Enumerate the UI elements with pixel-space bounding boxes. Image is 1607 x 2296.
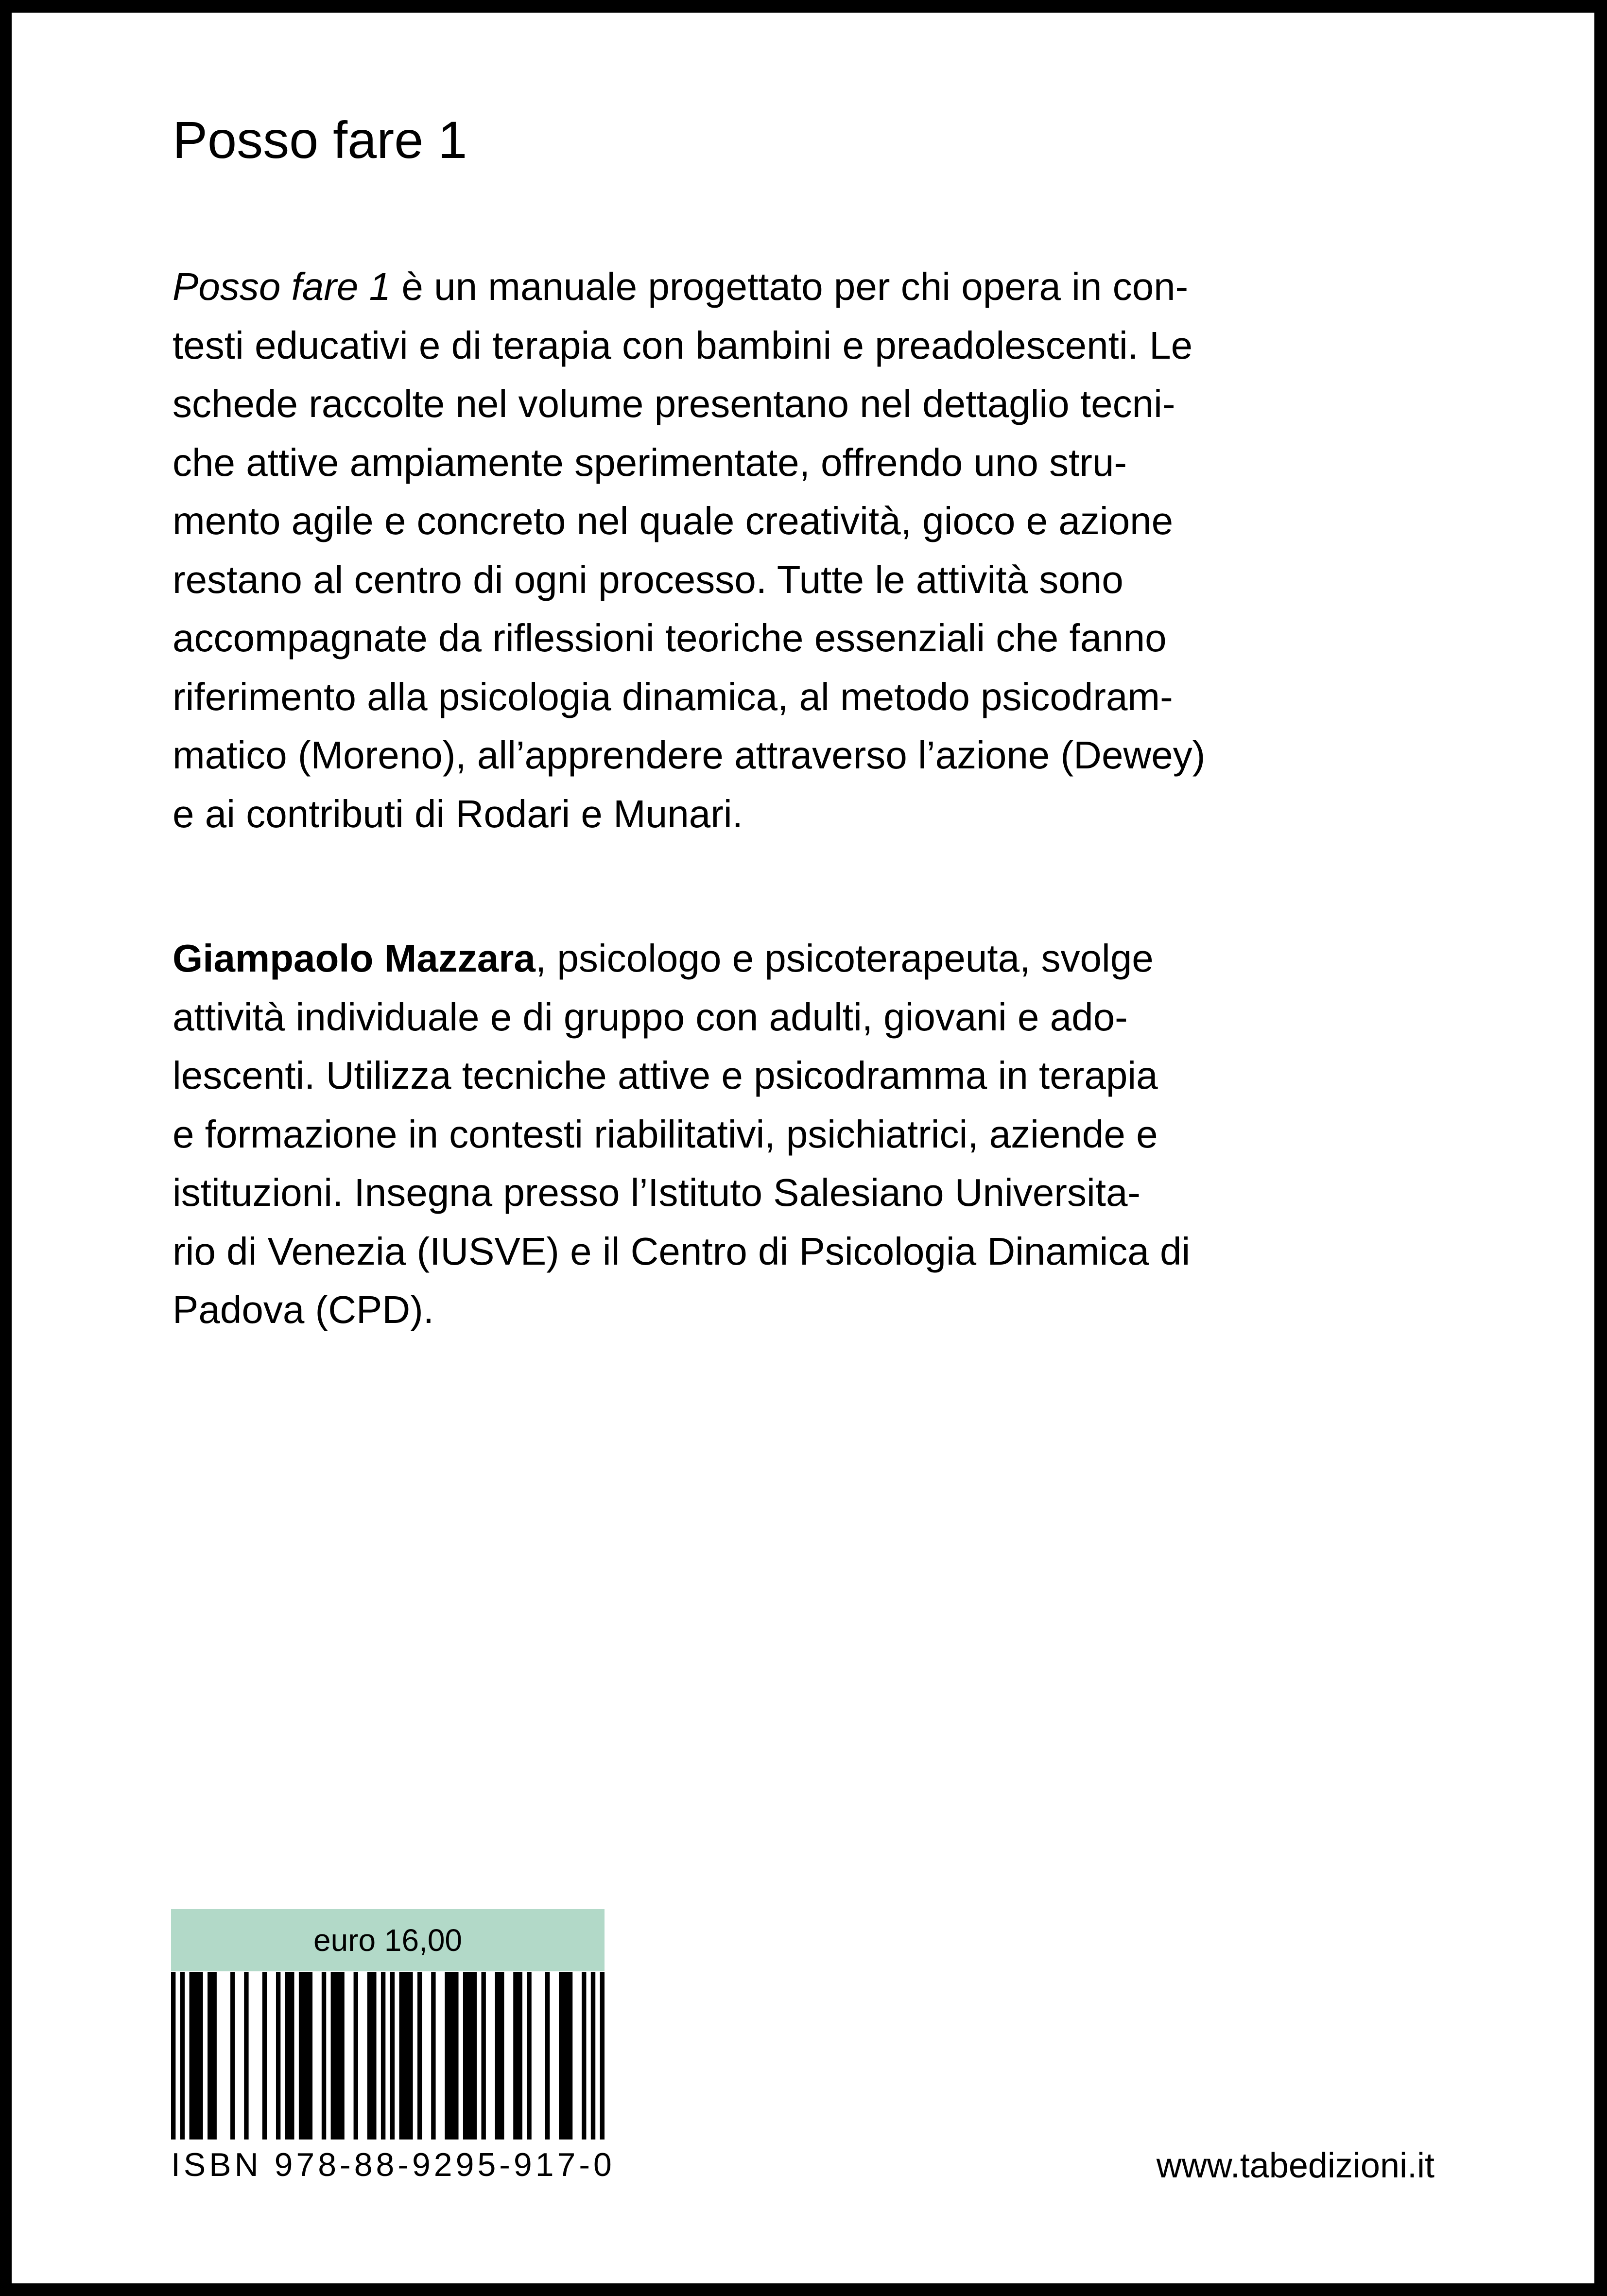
isbn-barcode <box>171 1972 605 2139</box>
author-bio <box>173 929 1190 1339</box>
description-line: riferimento alla psicologia dinamica, al metodo psicodram- <box>173 675 1173 718</box>
price-label: euro 16,00 <box>171 1909 605 1971</box>
barcode-bar <box>354 1972 358 2139</box>
description-line <box>173 258 1205 316</box>
bio-line: rio di Venezia (IUSVE) e il Centro di Psicologia Dinamica di <box>173 1229 1191 1273</box>
description-line: che attive ampiamente sperimentate, offrendo uno stru- <box>173 440 1127 484</box>
bio-line: istituzioni. Insegna presso l’Istituto Salesiano Universita- <box>173 1171 1141 1214</box>
description-line: restano al centro di ogni processo. Tutte le attività sono <box>173 557 1123 601</box>
barcode-bar <box>445 1972 458 2139</box>
bio-line: e formazione in contesti riabilitativi, psichiatrici, aziende e <box>173 1112 1158 1156</box>
barcode-bar <box>481 1972 485 2139</box>
barcode-bar <box>367 1972 377 2139</box>
barcode-bar <box>591 1972 595 2139</box>
bio-line: lescenti. Utilizza tecniche attive e psicodramma in terapia <box>173 1054 1158 1097</box>
barcode-bar <box>381 1972 385 2139</box>
description-line: matico (Moreno), all’apprendere attraverso l’azione (Dewey) <box>173 733 1206 777</box>
isbn-number: ISBN 978-88-9295-917-0 <box>171 2146 615 2183</box>
barcode-bar <box>180 1972 185 2139</box>
barcode-bar <box>527 1972 531 2139</box>
barcode-bar <box>600 1972 605 2139</box>
barcode-bar <box>299 1972 312 2139</box>
barcode-bar <box>463 1972 477 2139</box>
barcode-bar <box>545 1972 550 2139</box>
book-title: Posso fare 1 <box>173 110 467 169</box>
description-line: mento agile e concreto nel quale creatività, gioco e azione <box>173 499 1174 542</box>
book-description <box>173 258 1205 843</box>
description-italic-title: Posso fare 1 <box>173 265 391 308</box>
description-line: e ai contributi di Rodari e Munari. <box>173 792 743 835</box>
barcode-bar <box>559 1972 572 2139</box>
barcode-bar <box>390 1972 395 2139</box>
barcode-bar <box>244 1972 248 2139</box>
barcode-bar <box>331 1972 345 2139</box>
barcode-bar <box>171 1972 175 2139</box>
description-line: testi educativi e di terapia con bambini e preadolescenti. Le <box>173 323 1193 367</box>
barcode-bar <box>582 1972 586 2139</box>
barcode-bar <box>190 1972 203 2139</box>
barcode-bar <box>262 1972 267 2139</box>
barcode-bar <box>207 1972 217 2139</box>
barcode-bar <box>276 1972 280 2139</box>
barcode-bar <box>417 1972 422 2139</box>
author-name: Giampaolo Mazzara <box>173 937 536 980</box>
barcode-bar <box>285 1972 294 2139</box>
barcode-bar <box>230 1972 235 2139</box>
bio-line <box>173 929 1190 988</box>
description-line: schede raccolte nel volume presentano nel dettaglio tecni- <box>173 382 1175 425</box>
bio-line: Padova (CPD). <box>173 1288 434 1331</box>
description-text: è un manuale progettato per chi opera in con- <box>391 265 1189 308</box>
bio-line: attività individuale e di gruppo con adulti, giovani e ado- <box>173 995 1128 1039</box>
bio-text: , psicologo e psicoterapeuta, svolge <box>535 937 1154 980</box>
barcode-bar <box>431 1972 435 2139</box>
barcode-bar <box>513 1972 522 2139</box>
publisher-website: www.tabedizioni.it <box>1156 2146 1434 2185</box>
barcode-bar <box>495 1972 504 2139</box>
description-line: accompagnate da riflessioni teoriche essenziali che fanno <box>173 616 1167 660</box>
barcode-bar <box>322 1972 326 2139</box>
barcode-bar <box>399 1972 413 2139</box>
